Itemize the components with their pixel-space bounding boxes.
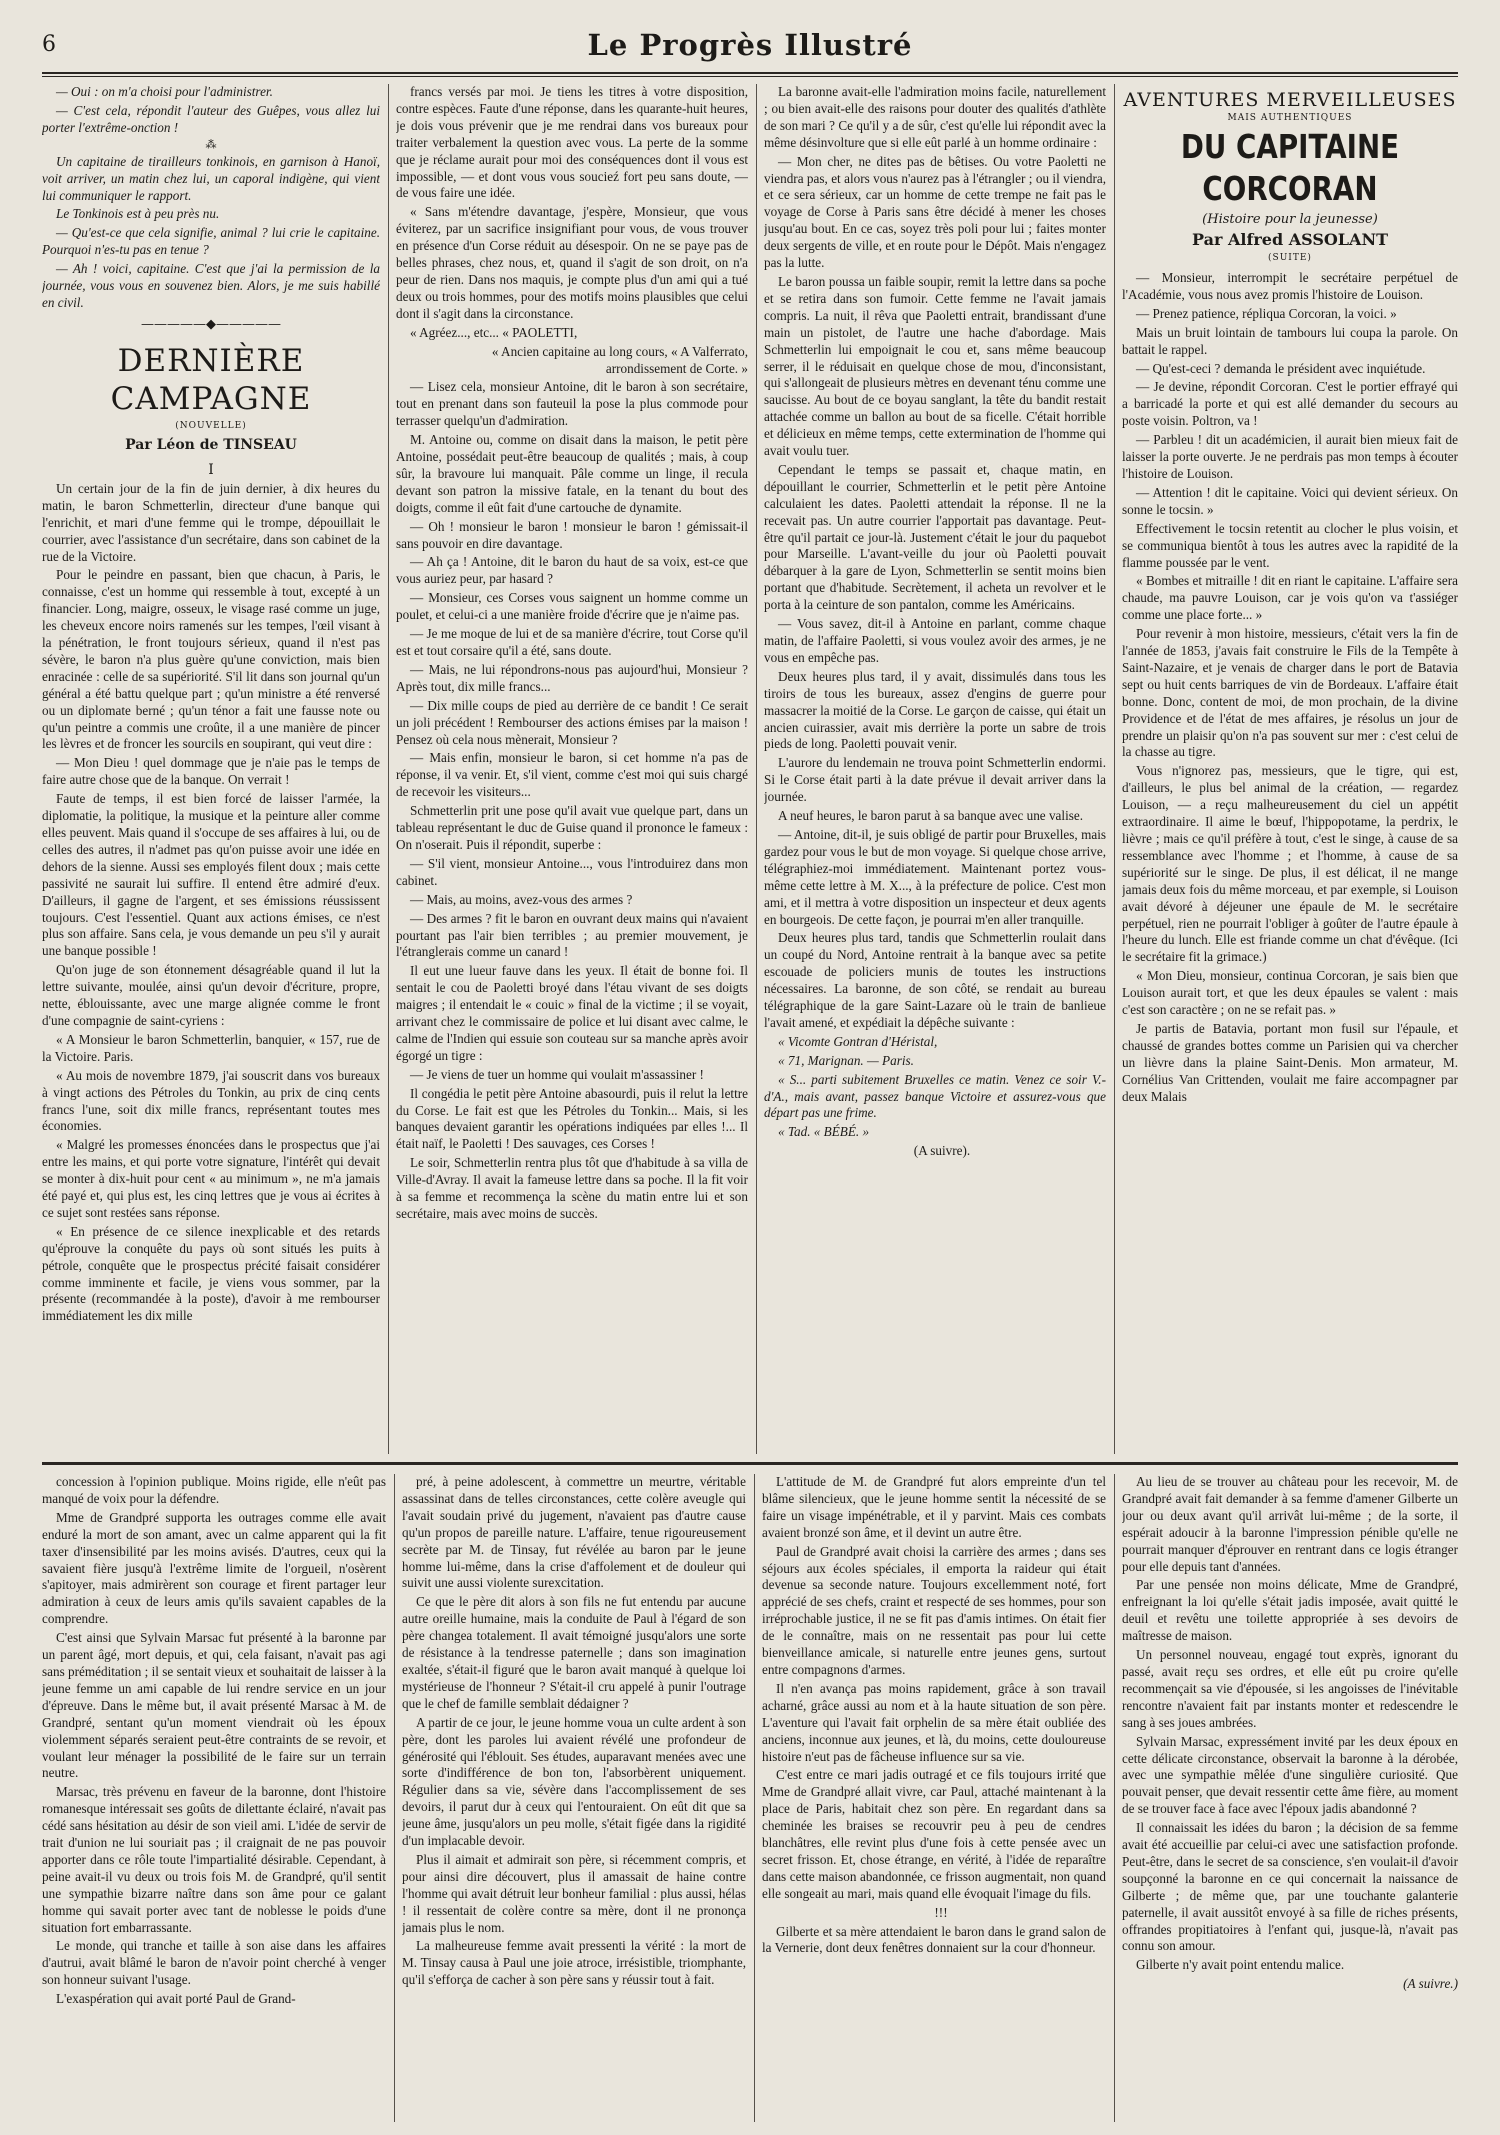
story-paragraph: « A Monsieur le baron Schmetterlin, banquier, « 157, rue de la Victoire. Paris. xyxy=(42,1031,380,1064)
story-paragraph: « S... parti subitement Bruxelles ce matin. Venez ce soir V.-d'A., mais avant, passez banque Victoire et assurez-vous que départ pas une frime. xyxy=(764,1071,1106,1121)
serial-paragraph: Mais un bruit lointain de tambours lui coupa la parole. On battait le rappel. xyxy=(1122,324,1458,357)
novel-paragraph: Sylvain Marsac, expressément invité par les deux époux en cette délicate circonstance, observait la baronne à la dérobée, avec une sympathie mêlée d'une singulière curiosité. Que pouvait penser, que devait ressentir cette âme fière, au moment de se trouver face à face avec l'époux jadis abandonné ? xyxy=(1122,1733,1458,1817)
serial-paragraph: « Mon Dieu, monsieur, continua Corcoran, je sais bien que Louison aurait tort, et que les deux épaules se valent : mais c'est son caractère ; on ne se refait pas. » xyxy=(1122,968,1458,1018)
story-paragraph: — Antoine, dit-il, je suis obligé de partir pour Bruxelles, mais gardez pour vous le but de mon voyage. Si quelque chose arrive, télégraphiez-moi immédiatement. Maintenant portez vous-même cette lettre à M. X..., à la préfecture de police. C'est mon ami, et il mettra à votre disposition un inspecteur et deux agents en bourgeois. De cette façon, je pourrai m'en aller tranquille. xyxy=(764,826,1106,927)
serial-paragraph: Effectivement le tocsin retentit au clocher le plus voisin, et se communiqua bientôt à tous les autres avec la rapidité de la flamme poussée par le vent. xyxy=(1122,520,1458,570)
stars-separator: ⁂ xyxy=(205,137,217,151)
section-rule xyxy=(42,1462,1458,1465)
story-paragraph: « En présence de ce silence inexplicable et des retards qu'éprouve la conquête du pays où sont situés les puits à pétrole, conquête que le prospectus précité faisait considérer comme imminente et facile, je viens vous sommer, par la présente (recommandée à la poste), d'avoir à me rembourser immédiatement les dix mille xyxy=(42,1223,380,1324)
top-column-2 xyxy=(396,84,748,1454)
novel-paragraph: Mme de Grandpré supporta les outrages comme elle avait enduré la mort de son amant, avec un calme apparent qui la fit taxer d'insensibilité par les moins avisés. D'autres, ceux qui la savaient fière jusqu'à l'extrême limite de l'orgueil, n'osèrent s'apitoyer, mais admirèrent son courage et firent partager leur admiration à ceux de leurs amis qu'ils savaient capables de la comprendre. xyxy=(42,1509,386,1627)
story-paragraph: — Des armes ? fit le baron en ouvrant deux mains qui n'avaient pourtant pas l'air bien terribles ; au premier mouvement, je l'étranglerais comme un canard ! xyxy=(396,910,748,960)
anecdote-paragraph: — Oui : on m'a choisi pour l'administrer. xyxy=(56,84,273,99)
serial-paragraph: — Monsieur, interrompit le secrétaire perpétuel de l'Académie, vous nous avez promis l'histoire de Louison. xyxy=(1122,270,1458,302)
story-paragraph: Schmetterlin prit une pose qu'il avait vue quelque part, dans un tableau représentant le duc de Guise quand il prononce le fameux : On n'oserait. Puis il répondit, superbe : xyxy=(396,803,748,852)
top-column-1 xyxy=(42,84,380,1454)
serial-title-main: DU CAPITAINE CORCORAN xyxy=(1180,127,1400,208)
story-paragraph: — Je viens de tuer un homme qui voulait m'assassiner ! xyxy=(410,1066,704,1082)
story-paragraph: L'aurore du lendemain ne trouva point Schmetterlin endormi. Si le Corse était parti à la date prévue il devait arriver dans la journée. xyxy=(764,755,1106,805)
anecdote-block-2 xyxy=(42,154,380,312)
novel-paragraph: Par une pensée non moins délicate, Mme de Grandpré, enfreignant la loi qu'elle s'était jadis imposée, avait quitté le deuil et revêtu une toilette appropriée à ses devoirs de maîtresse de maison. xyxy=(1122,1577,1458,1644)
story-paragraph: Deux heures plus tard, il y avait, dissimulés dans tous les tiroirs de tous les bureaux, assez d'engins de guerre pour massacrer la moitié de la Corse. Le garçon de caisse, qui était un ancien cuirassier, avait mis derrière la porte un sabre de trois pieds de long. Paoletti pouvait venir. xyxy=(764,668,1106,752)
journal-title: Le Progrès Illustré xyxy=(587,28,913,62)
novel-paragraph: concession à l'opinion publique. Moins rigide, elle n'eût pas manqué de voix pour la défendre. xyxy=(42,1474,386,1506)
column-rule xyxy=(394,1474,395,2122)
novel-paragraph: Marsac, très prévenu en faveur de la baronne, dont l'histoire romanesque intéressait ses goûts de dilettante éclairé, n'avait pas cédé sans hésitation au désir de son vieil ami. L'idée de servir de trait d'union ne lui souriait pas ; il craignait de ne pas pouvoir apporter dans ce rôle toute l'impartialité désirable. Cependant, à peine avait-il vu deux ou trois fois M. de Grandpré, qu'il sentit une sympathie bizarre naître dans son âme pour ce galant homme qui savait porter avec tant de noblesse le poids d'une situation fort embarrassante. xyxy=(42,1784,386,1935)
column-rule xyxy=(756,84,757,1454)
anecdote-paragraph: — Qu'est-ce que cela signifie, animal ? lui crie le capitaine. Pourquoi n'es-tu pas en tenue ? xyxy=(42,225,380,258)
bottom-column-2 xyxy=(402,1474,746,2122)
anecdote-paragraph: — C'est cela, répondit l'auteur des Guêpes, vous allez lui porter l'extrême-onction ! xyxy=(42,102,380,135)
anecdote-block xyxy=(42,84,380,137)
story-paragraph: — S'il vient, monsieur Antoine..., vous l'introduirez dans mon cabinet. xyxy=(396,855,748,888)
novel-paragraph: C'est ainsi que Sylvain Marsac fut présenté à la baronne par un parent âgé, mort depuis, et qui, cela faisant, n'avait pas agi sans préméditation ; il se sentait vieux et souhaitait de laisser à la jeune femme un ami capable de lui rendre service en un jour d'épreuve. Dans le même but, il avait présenté Marsac à M. de Grandpré, sentant qu'un moment viendrait où les époux violemment séparés seraient peut-être contraints de se revoir, et voulant leur ménager la possibilité de le faire sur un terrain neutre. xyxy=(42,1630,386,1781)
serial-title-line2: MAIS AUTHENTIQUES xyxy=(1227,113,1353,123)
novel-paragraph: L'attitude de M. de Grandpré fut alors empreinte d'un tel blâme silencieux, que le jeune homme sentit la nécessité de se faire un visage impénétrable, et il y parvint. Mais ces combats avaient bronzé son âme, et il devint un autre être. xyxy=(762,1474,1106,1540)
column-rule xyxy=(1114,1474,1115,2122)
novel-paragraph: pré, à peine adolescent, à commettre un meurtre, véritable assassinat dans de telles circonstances, cette colère aveugle qui l'avait soudain privé du jugement, n'avaient pas d'autre cause qu'un propos de pareille nature. L'affaire, tenue rigoureusement secrète par M. de Tinsay, fut révélée au baron par le jeune homme lui-même, dans la crise d'affolement et de douleur qui suivit une aussi violente surexcitation. xyxy=(402,1474,746,1591)
serial-paragraph: Je partis de Batavia, portant mon fusil sur l'épaule, et chaussé de grandes bottes comme un Parisien qui va chercher un lièvre dans la plaine Saint-Denis. Mon armateur, M. Cornélius Van Crittenden, voulait me faire accompagner par deux Malais xyxy=(1122,1020,1458,1104)
story-paragraph: « Vicomte Gontran d'Héristal, xyxy=(778,1033,938,1049)
story-byline: Par Léon de TINSEAU xyxy=(125,436,297,453)
novel-paragraph: !!! xyxy=(934,1904,948,1920)
novel-paragraph: Un personnel nouveau, engagé tout exprès, ignorant du passé, avait reçu ses ordres, et elle eût pu croire qu'elle recommençait sa vie d'épousée, si les angoisses de l'inévitable rencontre n'avaient fait par instants monter et redescendre le sang à ses joues ambrées. xyxy=(1122,1647,1458,1730)
story-paragraph: — Mon cher, ne dites pas de bêtises. Ou votre Paoletti ne viendra pas, et alors vous n'aurez pas à l'étrangler ; ou il viendra, et ce sera sérieux, car un homme de cette trempe ne fait pas le voyage de Corse à Paris sans être décidé à mener les choses jusqu'au bout. En ce cas, soyez très poli pour lui ; faites monter deux sergents de ville, et en route pour le Dépôt. Mais n'engagez pas la lutte. xyxy=(764,153,1106,271)
story-paragraph: Faute de temps, il est bien forcé de laisser l'armée, la diplomatie, la politique, la musique et la peinture aller comme elles peuvent. Mais quand il s'occupe de ses affaires à lui, ou de celles des autres, il n'admet pas qu'on puisse avoir une idée en dehors de la sienne. Aussi ses employés filent doux ; mais cette passivité ne saurait lui suffire. Il entend être admiré d'eux. D'ailleurs, il gagne de l'argent, et ses émissions réussissent toujours. C'est l'essentiel. Quant aux actions émises, ce n'est plus son affaire. Sans cela, je vous demande un peu s'il y aurait une banque possible ! xyxy=(42,791,380,959)
story-paragraph: « Ancien capitaine au long cours, « A Valferrato, arrondissement de Corte. » xyxy=(491,343,748,376)
header-rule xyxy=(42,72,1458,74)
story-paragraph: Le baron poussa un faible soupir, remit la lettre dans sa poche et se retira dans son fumoir. Cette femme ne l'avait jamais compris. La nuit, il rêva que Paoletti entrait, brandissant d'une main un pistolet, de l'autre une hache d'abordage. Mais Schmetterlin lui empoignait le cou et, sans même beaucoup serrer, il le réduisait en quelque chose de mou, d'inconsistant, qui s'allongeait de plusieurs mètres en devenant ténu comme une saucisse. Au bout de ce boyau sanglant, la tête du bandit restait attachée comme un ballon au bout de sa ficelle. C'était horrible et délicieux en même temps, cette extermination de l'homme qui avait voulu tuer. xyxy=(764,273,1106,459)
story-paragraph: (A suivre). xyxy=(913,1143,971,1159)
novel-paragraph: A partir de ce jour, le jeune homme voua un culte ardent à son père, dont les paroles lui avaient révélé une profondeur de générosité qui l'éblouit. Ses études, auparavant menées avec une sorte d'indifférence de bon ton, l'absorbèrent uniquement. Régulier dans sa vie, sévère dans l'accomplissement de ses devoirs, il parut dur à ceux qui l'entouraient. On eût dit que sa jeune âme, jusqu'alors un peu molle, s'était figée dans la rigidité d'un implacable devoir. xyxy=(402,1714,746,1849)
novel-paragraph: Il n'en avança pas moins rapidement, grâce à son travail acharné, grâce aussi au nom et à la haute situation de son père. L'aventure qui l'avait fait orphelin de sa mère était oubliée des anciens, inconnue aux jeunes, et là, du moins, cette douloureuse histoire n'eut pas de fâcheuse influence sur sa vie. xyxy=(762,1680,1106,1764)
story-paragraph: « 71, Marignan. — Paris. xyxy=(778,1052,914,1068)
bottom-column-3 xyxy=(762,1474,1106,2122)
novel-paragraph: Plus il aimait et admirait son père, si récemment compris, et pour ainsi dire découvert, plus il amassait de haine contre l'homme qui avait détruit leur bonheur familial : plus aussi, hélas ! il ressentait de colère contre sa mère, dont il ne prononça jamais plus le nom. xyxy=(402,1851,746,1935)
serial-paragraph: Pour revenir à mon histoire, messieurs, c'était vers la fin de l'année de 1853, j'avais fait construire le Fils de la Tempête à Saint-Nazaire, et je venais de charger dans le port de Batavia sept ou huit cents barriques de vin de Bordeaux. L'affaire était bonne. Donc, content de moi, de mon prochain, de la divine Providence et de l'état de mes affaires, je résolus un jour de prendre un plaisir qu'on n'a pas souvent sur mer : c'est celui de la chasse au tigre. xyxy=(1122,626,1458,760)
story-paragraph: Qu'on juge de son étonnement désagréable quand il lut la lettre suivante, moulée, ainsi qu'un devoir d'écriture, propre, nette, éblouissante, avec une marge alignée comme le front d'une compagnie de saint-cyriens : xyxy=(42,962,380,1028)
story-paragraph: « Malgré les promesses énoncées dans le prospectus que j'ai entre les mains, et qui porte votre signature, l'intérêt qui devait se monter à dix-huit pour cent « au minimum », ne m'a jamais été payé et, qui plus est, les cinq lettres que je vous ai écrites à ce sujet sont restées sans réponse. xyxy=(42,1137,380,1220)
novel-paragraph: Au lieu de se trouver au château pour les recevoir, M. de Grandpré avait fait demander à sa femme d'amener Gilberte un jour ou deux avant qu'il arrivât lui-même ; de la sorte, il espérait adoucir à la baronne l'impression pénible qu'elle ne pourrait manquer d'éprouver en rentrant dans ce logis étranger pour elle depuis tant d'années. xyxy=(1122,1474,1458,1574)
column-rule xyxy=(388,84,389,1454)
story-paragraph: — Ah ça ! Antoine, dit le baron du haut de sa voix, est-ce que vous auriez peur, par hasard ? xyxy=(396,554,748,587)
serial-paragraph: — Parbleu ! dit un académicien, il aurait bien mieux fait de laisser la porte ouverte. Je ne perdrais pas mon temps à écouter l'histoire de Louison. xyxy=(1122,432,1458,481)
column-rule xyxy=(1114,84,1115,1454)
top-column-3 xyxy=(764,84,1106,1454)
story-paragraph: — Mais enfin, monsieur le baron, si cet homme n'a pas de réponse, il va venir. Et, s'il vient, comme c'est moi qui suis chargé de recevoir les visiteurs... xyxy=(396,750,748,800)
novel-paragraph: Gilberte n'y avait point entendu malice. xyxy=(1136,1957,1345,1973)
story-paragraph: — Mais, au moins, avez-vous des armes ? xyxy=(410,891,633,907)
novel-paragraph: C'est entre ce mari jadis outragé et ce fils toujours irrité que Mme de Grandpré allait vivre, car Paul, attaché maintenant à la place de Paris, habitait chez son père. En regardant dans sa cheminée les braises se recouvrir peu à peu de cendres blanchâtres, elle revint plus d'une fois à cette pensée avec un secret frisson. Et, chose étrange, en vérité, à l'idée de reparaître dans cette maison abandonnée, ce frisson augmentait, non quand elle songeait au mari, mais quand elle évoquait l'image du fils. xyxy=(762,1767,1106,1901)
story-paragraph: Il eut une lueur fauve dans les yeux. Il était de bonne foi. Il sentait le cou de Paoletti broyé dans l'étau vivant de ses doigts maigres ; il entendait le « couic » final de la victime ; il se voyait, arrivant chez le commissaire de police et lui disant avec calme, le calme de l'Indien qui essuie son couteau sur sa manche après avoir égorgé un tigre : xyxy=(396,963,748,1063)
story-paragraph: « Sans m'étendre davantage, j'espère, Monsieur, que vous éviterez, par un sacrifice insignifiant pour vous, de vous trouver en présence d'un Corse réduit au désespoir. On ne se paye pas de belles phrases, chez nous, et, quand il s'agit de son droit, on n'a peur de rien. Dans nos maquis, je compte plus d'un ami qui a tué deux ou trois hommes, pour des motifs moins plausibles que celui dont il s'agit dans la circonstance. xyxy=(396,204,748,321)
story-paragraph: « Tad. « BÉBÉ. » xyxy=(778,1124,870,1140)
novel-paragraph: Il connaissait les idées du baron ; la décision de sa femme avait été accueillie par celui-ci avec une satisfaction profonde. Peut-être, dans le secret de sa conscience, s'en voulait-il d'avoir soupçonné la baronne en ce qui concernait la naissance de Gilberte ; de même que, par une touchante galanterie paternelle, il avait aussitôt envoyé à sa fille de riches présents, offrandes propitiatoires à l'enfant qui, jusque-là, n'avait pas connu son amour. xyxy=(1122,1820,1458,1954)
serial-paragraph: — Attention ! dit le capitaine. Voici qui devient sérieux. On sonne le tocsin. » xyxy=(1122,484,1458,517)
ornament-divider: —————◆————— xyxy=(141,316,281,332)
story-paragraph: Le soir, Schmetterlin rentra plus tôt que d'habitude à sa villa de Ville-d'Avray. Il avait la fameuse lettre dans sa poche. Il la fit voir à sa femme et recommença la scène du matin entre lui et son secrétaire, mais avec moins de succès. xyxy=(396,1155,748,1221)
story-paragraph: — Je me moque de lui et de sa manière d'écrire, tout Corse qu'il est et tout corsaire qu'il a été, sans doute. xyxy=(396,626,748,658)
story-paragraph: francs versés par moi. Je tiens les titres à votre disposition, contre espèces. Faute d'une réponse, dans les quarante-huit heures, je dois vous prévenir que je me rendrai dans vos bureaux pour traiter verbalement la question avec vous. La perte de la somme que je réclame aurait pour moi des conséquences dont il vous est impossible, — et dont vous vous soucieź fort peu sans doute, — de vous faire une idée. xyxy=(396,84,748,201)
serial-paragraph: « Bombes et mitraille ! dit en riant le capitaine. L'affaire sera chaude, ma pauvre Louison, car je vois qu'on va t'assiéger comme une place forte... » xyxy=(1122,573,1458,623)
serial-byline: Par Alfred ASSOLANT xyxy=(1191,230,1388,249)
anecdote-paragraph: — Ah ! voici, capitaine. C'est que j'ai la permission de la journée, vous vous en souvenez bien. Alors, je me suis habillé en civil. xyxy=(42,261,380,310)
story-paragraph: — Lisez cela, monsieur Antoine, dit le baron à son secrétaire, tout en prenant dans son fauteuil la pose la plus commode pour terrasser quelqu'un d'admiration. xyxy=(396,379,748,429)
story-paragraph: La baronne avait-elle l'admiration moins facile, naturellement ; ou bien avait-elle des raisons pour douter des qualités d'athlète de son mari ? Ce qu'il y a de sûr, c'est qu'elle lui répondit avec la même désinvolture que si elle eût parlé à un homme ordinaire : xyxy=(764,84,1106,150)
novel-paragraph: Paul de Grandpré avait choisi la carrière des armes ; dans ses séjours aux écoles spéciales, il emporta la raideur qui était devenue sa seconde nature. Toujours excellemment noté, fort apprécié de ses chefs, craint et respecté de ses hommes, pour son irréprochable justice, il ne se fit pas d'amis intimes. On était fier de le connaître, mais on ne ressentait pas pour lui cette bienveillance amicale, si naturelle entre jeunes gens, surtout entre compagnons d'armes. xyxy=(762,1543,1106,1677)
serial-paragraph: Vous n'ignorez pas, messieurs, que le tigre, qui est, d'ailleurs, le plus bel animal de la création, — regardez Louison, — a reçu malheureusement du ciel un appétit extraordinaire. Il aime le bœuf, l'hippopotame, la perdrix, le lièvre ; mais ce qu'il préfère à tout, c'est le singe, à cause de sa ressemblance avec l'homme ; et l'homme, à cause de sa supériorité sur le singe. De plus, il est délicat, il ne mange jamais deux fois du même morceau, et par exemple, si Louison avait dévoré à déjeuner une épaule de M. le secrétaire perpétuel, rien ne pourrait l'obliger à goûter de l'autre épaule à l'heure du lunch. Elle est friande comme un chat d'évêque. (Ici le secrétaire fit la grimace.) xyxy=(1122,763,1458,965)
header-rule-thin xyxy=(42,76,1458,77)
page-number: 6 xyxy=(42,32,56,57)
anecdote-paragraph: Le Tonkinois est à peu près nu. xyxy=(56,206,220,222)
story-paragraph: Il congédia le petit père Antoine abasourdi, puis il relut la lettre du Corse. Le fait est que les Pétroles du Tonkin... Mais, si les banques devaient garantir les opérations indiquées par elles !... Il était naïf, le Paoletti ! Des sauvages, ces Corses ! xyxy=(396,1085,748,1152)
serial-body xyxy=(1122,270,1458,1106)
serial-title-line1: AVENTURES MERVEILLEUSES xyxy=(1123,89,1457,111)
story-paragraph: Un certain jour de la fin de juin dernier, à dix heures du matin, le baron Schmetterlin, directeur d'une banque qui l'enrichit, et mari d'une femme qui le trompe, dépouillait le courrier, avec l'assistance d'un secrétaire, dans son cabinet de la rue de la Victoire. xyxy=(42,480,380,564)
chapter-number: I xyxy=(208,461,214,478)
novel-paragraph: (A suivre.) xyxy=(1403,1976,1458,1992)
bottom-column-4 xyxy=(1122,1474,1458,2122)
serial-subtitle: (Histoire pour la jeunesse) xyxy=(1202,212,1378,227)
bottom-column-1 xyxy=(42,1474,386,2122)
story-paragraph: — Dix mille coups de pied au derrière de ce bandit ! Ce serait un joli précédent ! Rembourser des actions émises par la maison ! Pensez où cela nous mènerait, Monsieur ? xyxy=(396,697,748,747)
serial-paragraph: — Qu'est-ceci ? demanda le président avec inquiétude. xyxy=(1136,360,1426,376)
story-body xyxy=(42,481,380,1325)
novel-paragraph: La malheureuse femme avait pressenti la vérité : la mort de M. Tinsay causa à Paul une joie atroce, irrésistible, triomphante, qu'il s'efforça de cacher à son père sans y réussir tout à fait. xyxy=(402,1938,746,1988)
novel-paragraph: Ce que le père dit alors à son fils ne fut entendu par aucune autre oreille humaine, mais la conduite de Paul à l'égard de son père changea totalement. Il avait témoigné jusqu'alors une sorte de résistance à la tendresse paternelle ; dans son imagination exaltée, s'était-il figuré que le baron avait manqué à quelque loi mystérieuse de l'honneur ? S'était-il cru appelé à punir l'outrage que le chef de famille semblait dédaigner ? xyxy=(402,1594,746,1711)
story-paragraph: A neuf heures, le baron parut à sa banque avec une valise. xyxy=(778,808,1084,824)
story-paragraph: — Vous savez, dit-il à Antoine en parlant, comme chaque matin, de l'affaire Paoletti, si vous voulez avoir des armes, je ne vous en empêche pas. xyxy=(764,616,1106,665)
serial-paragraph: — Je devine, répondit Corcoran. C'est le portier effrayé qui a barricadé la porte et qui est allé demander du secours au poste voisin. Poltron, va ! xyxy=(1122,379,1458,429)
story-paragraph: « Au mois de novembre 1879, j'ai souscrit dans vos bureaux à vingt actions des Pétroles du Tonkin, au prix de cinq cents francs l'une, soit dix mille francs, représentant toutes mes économies. xyxy=(42,1067,380,1134)
serial-paragraph: — Prenez patience, répliqua Corcoran, la voici. » xyxy=(1136,305,1397,321)
story-paragraph: — Oh ! monsieur le baron ! monsieur le baron ! gémissait-il sans pouvoir en dire davantage. xyxy=(396,518,748,551)
page-header xyxy=(42,22,1458,68)
story-paragraph: Cependant le temps se passait et, chaque matin, en dépouillant le courrier, Schmetterlin et le petit père Antoine calculaient les dates. Paoletti attendait la réponse. Il ne la recevait pas. Un autre courrier l'apportait pas davantage. Peut-être qu'il partait ce jour-là. Justement c'était le jour du paquebot pour Marseille. L'avant-veille du jour où Paoletti pouvait débarquer à la gare de Lyon, Schmetterlin se sentit moins bien portant que d'habitude. Secrètement, il acheta un revolver et le porta à la ceinture de son pantalon, comme les Américains. xyxy=(764,461,1106,613)
anecdote-paragraph: Un capitaine de tirailleurs tonkinois, en garnison à Hanoï, voit arriver, un matin chez lui, un caporal indigène, qui vient lui communiquer le rapport. xyxy=(42,153,380,203)
story-paragraph: Pour le peindre en passant, bien que chacun, à Paris, le connaisse, c'est un homme qui ressemble à tout, excepté à un financier. Long, maigre, osseux, le visage rasé comme un juge, les cheveux encore noirs ramenés sur les tempes, l'œil visant à la pénétration, le front toujours sérieux, quand il n'est pas sévère, le baron n'a plus guère qu'une conviction, mais bien enracinée : celle de sa supériorité. S'il lit dans son journal qu'un général a été battu quelque part ; qu'un ministre a été renversé ou un diplomate berné ; qu'un ténor a fait une fausse note ou qu'un peintre a commis une croûte, il a une manière de pincer les lèvres et de froncer les sourcils en soupirant, qui veut dire : xyxy=(42,567,380,752)
story-subtitle: (NOUVELLE) xyxy=(175,420,247,431)
novel-paragraph: L'exaspération qui avait porté Paul de Grand- xyxy=(56,1991,296,2007)
top-column-4 xyxy=(1122,84,1458,1454)
story-paragraph: — Monsieur, ces Corses vous saignent un homme comme un poulet, et celui-ci a une manière froide d'écrire que je n'aime pas. xyxy=(396,590,748,623)
story-paragraph: Deux heures plus tard, tandis que Schmetterlin roulait dans un coupé du Nord, Antoine rentrait à la banque avec sa petite escouade de policiers munis de toutes les instructions nécessaires. La baronne, de son côté, se rendait au bureau télégraphique de la gare Saint-Lazare où le train de banlieue l'avait amené, et expédiait la dépêche suivante : xyxy=(764,930,1106,1030)
story-title: DERNIÈRE CAMPAGNE xyxy=(110,342,312,417)
story-paragraph: — Mon Dieu ! quel dommage que je n'aie pas le temps de faire autre chose que de la banque. On verrait ! xyxy=(42,755,380,788)
story-paragraph: — Mais, ne lui répondrons-nous pas aujourd'hui, Monsieur ? Après tout, dix mille francs... xyxy=(396,661,748,694)
novel-paragraph: Gilberte et sa mère attendaient le baron dans le grand salon de la Vernerie, dont deux fenêtres donnaient sur la cour d'honneur. xyxy=(762,1923,1106,1956)
novel-paragraph: Le monde, qui tranche et taille à son aise dans les affaires d'autrui, avait blâmé le baron de n'avoir point cherché à venger son honneur suivant l'usage. xyxy=(42,1938,386,1988)
serial-suite: (SUITE) xyxy=(1268,253,1312,263)
story-paragraph: « Agréez..., etc... « PAOLETTI, xyxy=(410,324,578,340)
story-paragraph: M. Antoine ou, comme on disait dans la maison, le petit père Antoine, possédait peut-être beaucoup de qualités ; mais, à coup sûr, la bravoure lui manquait. Pâle comme un linge, il recula devant son patron la missive fatale, en la tenant du bout des doigts, comme il eût fait d'une cartouche de dynamite. xyxy=(396,432,748,515)
column-rule xyxy=(754,1474,755,2122)
